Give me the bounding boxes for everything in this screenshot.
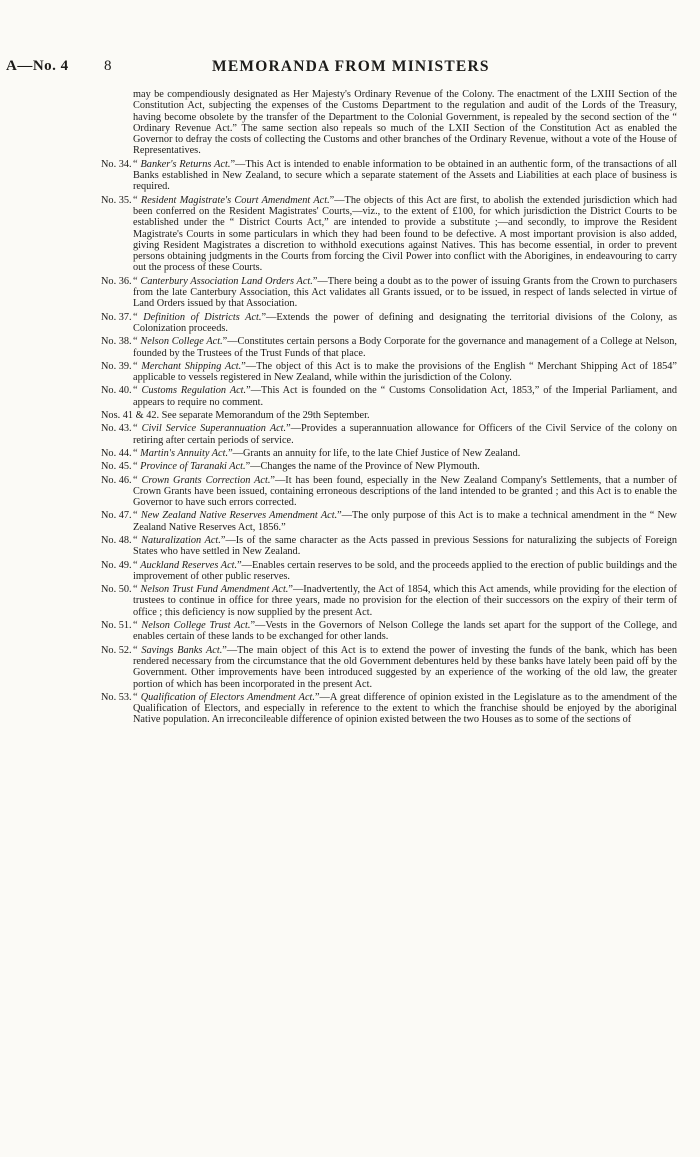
continuation-paragraph: may be compendiously designated as Her Majesty's Ordinary Revenue of the Colony. The enactment of the LXIII Section of the Constitution Act, subjecting the expenses of the Customs Department to the regulation and audit of the Lords of the Treasury, having become obsolete by the transfer of the Department to the Colonial Government, is repealed by the second section of the “ Ordinary Revenue Act.” The same section also repeals so much of the LXII Section of the Constitution Act as enabled the Governor to defray the costs of collecting the Customs and other branches of the Ordinary Revenue, without a vote of the House of Representatives. <box>133 89 677 157</box>
entry-number: No. 38. <box>101 336 132 348</box>
act-title: Nelson Trust Fund Amendment Act. <box>140 584 289 596</box>
act-description: This Act is intended to enable information to be obtained in an authentic form, of the transactions of all Banks established in New Zealand, to secure which a separate statement of the Assets and Liabilities at each place of business is required. <box>133 158 677 193</box>
memoranda-body <box>101 89 677 726</box>
act-description: Is of the same character as the Acts passed in previous Sessions for naturalizing the subjects of Foreign States who have settled in New Zealand. <box>133 534 677 558</box>
act-description: This Act is founded on the “ Customs Consolidation Act, 1853,” of the Imperial Parliament, and appears to require no comment. <box>133 385 678 408</box>
act-title: Crown Grants Correction Act. <box>141 474 271 486</box>
act-description: Constitutes certain persons a Body Corporate for the governance and management of a College at Nelson, founded by the Trustees of the Trust Funds of that place. <box>133 336 677 359</box>
entry-number: No. 51. <box>101 620 132 632</box>
act-entry: No. 43. “ Civil Service Superannuation Act.”—Provides a superannuation allowance for Officers of the Civil Service of the colony on retiring after certain periods of service. <box>101 423 677 446</box>
act-entry: No. 38. “ Nelson College Act.”—Constitutes certain persons a Body Corporate for the governance and management of a College at Nelson, founded by the Trustees of the Trust Funds of that place. <box>101 336 677 359</box>
act-entry: No. 51. “ Nelson College Trust Act.”—Vests in the Governors of Nelson College the lands set apart for the support of the College, and enables certain of these lands to be exchanged for other lands. <box>101 620 677 643</box>
act-entry: No. 44. “ Martin's Annuity Act.”—Grants an annuity for life, to the late Chief Justice of New Zealand. <box>101 447 521 459</box>
entry-number: No. 49. <box>101 559 132 571</box>
entry-number: No. 39. <box>101 360 132 372</box>
entry-number: No. 44. <box>101 447 132 459</box>
entry-number: No. 36. <box>101 275 132 287</box>
act-title: Nelson College Trust Act. <box>141 620 251 632</box>
act-entry: No. 34. “ Banker's Returns Act.”—This Act is intended to enable information to be obtained in an authentic form, of the transactions of all Banks established in New Zealand, to secure which a separate statement of the Assets and Liabilities at each place of business is required. <box>101 158 677 193</box>
act-title: Naturalization Act. <box>141 534 221 546</box>
act-entry: No. 45. “ Province of Taranaki Act.”—Changes the name of the Province of New Plymouth. <box>101 461 480 473</box>
act-description: There being a doubt as to the power of issuing Grants from the Crown to purchasers from the late Canterbury Association, this Act validates all Grants issued, or to be issued, in respect of lands selected in virtue of Land Orders issued by that Association. <box>133 275 677 310</box>
act-entry: No. 47. “ New Zealand Native Reserves Amendment Act.”—The only purpose of this Act is to make a technical amendment in the “ New Zealand Native Reserves Act, 1856.” <box>101 510 677 533</box>
page-number: 8 <box>104 58 112 74</box>
act-entry: No. 35. “ Resident Magistrate's Court Amendment Act.”—The objects of this Act are first, to abolish the extended jurisdiction which had been conferred on the Resident Magistrates' Courts,—viz., to the extent of £100, for which jurisdiction the District Courts to be established under the “ District Courts Act,” are intended to provide a substitute ;—and secondly, to improve the Resident Magistrate's Courts in some particulars in which they had been found to be defective. A most important provision is also added, giving Resident Magistrates a discretion to withhold executions against Natives. This has become essential, in order to prevent persons obtaining judgments in the Courts from forcing the Civil Power into conflict with the Aborigines, in endeavouring to carry out the process of these Courts. <box>101 194 677 274</box>
act-title: Banker's Returns Act. <box>140 158 231 170</box>
act-title: Nelson College Act. <box>140 336 223 348</box>
act-description: The objects of this Act are first, to abolish the extended jurisdiction which had been conferred on the Resident Magistrates' Courts,—viz., to the extent of £100, for which jurisdiction the District Courts to be established under the “ District Courts Act,” are intended to provide a substitute ;—and secondly, to improve the Resident Magistrate's Courts in some particulars in which they had been found to be defective. A most important provision is also added, giving Resident Magistrates a discretion to withhold executions against Natives. This has become essential, in order to prevent persons obtaining judgments in the Courts from forcing the Civil Power into conflict with the Aborigines, in endeavouring to carry out the process of these Courts. <box>133 194 677 274</box>
act-entry: No. 53. “ Qualification of Electors Amendment Act.”—A great difference of opinion existed in the Legislature as to the amendment of the Qualification of Electors, and especially in reference to the extent to which the franchise should be enjoyed by the aboriginal Native population. An irreconcileable difference of opinion existed between the two Houses as to some of the sections of <box>101 691 677 726</box>
act-entry: No. 46. “ Crown Grants Correction Act.”—It has been found, especially in the New Zealand Company's Settlements, that a number of Crown Grants have been issued, containing erroneous descriptions of the land intended to be granted ; and this Act is to enable the Governor to have such errors corrected. <box>101 474 677 509</box>
entry-number: No. 45. <box>101 461 132 473</box>
act-entry: No. 48. “ Naturalization Act.”—Is of the same character as the Acts passed in previous Sessions for naturalizing the subjects of Foreign States who have settled in New Zealand. <box>101 534 677 558</box>
act-title: Qualification of Electors Amendment Act. <box>140 691 315 703</box>
entry-number: No. 37. <box>101 311 132 323</box>
act-description: The main object of this Act is to extend the power of investing the funds of the bank, which has been rendered necessary from the circumstance that the old Government debentures held by these banks have lately been paid off by the Government. Other improvements have been introduced suggested by an experience of the working of the old law, the greater portion of which has been incorporated in the present Act. <box>133 644 677 690</box>
act-description: Grants an annuity for life, to the late Chief Justice of New Zealand. <box>242 447 521 459</box>
entry-number: Nos. 41 & 42. <box>101 410 160 422</box>
act-entry: No. 49. “ Auckland Reserves Act.”—Enables certain reserves to be sold, and the proceeds applied to the erection of public buildings and the improvement of other public reserves. <box>101 559 677 582</box>
act-description: It has been found, especially in the New Zealand Company's Settlements, that a number of Crown Grants have been issued, containing erroneous descriptions of the land intended to be granted ; and this Act is to enable the Governor to have such errors corrected. <box>133 474 677 509</box>
entry-number: No. 52. <box>101 644 132 656</box>
act-title: Merchant Shipping Act. <box>141 360 242 372</box>
act-title: New Zealand Native Reserves Amendment Act. <box>140 510 338 522</box>
act-entry: No. 50. “ Nelson Trust Fund Amendment Act.”—Inadvertently, the Act of 1854, which this Act amends, while providing for the election of trustees to continue in office for three years, made no provision for the election of their successors on the expiry of their term of office ; this deficiency is now supplied by the present Act. <box>101 584 677 618</box>
act-description: Provides a superannuation allowance for Officers of the Civil Service of the colony on retiring after certain periods of service. <box>133 423 677 446</box>
act-title: Auckland Reserves Act. <box>140 559 238 571</box>
act-description: Extends the power of defining and designating the territorial divisions of the Colony, as Colonization proceeds. <box>133 311 677 334</box>
page-title: MEMORANDA FROM MINISTERS <box>212 58 490 75</box>
act-title: Province of Taranaki Act. <box>140 461 246 473</box>
entry-number: No. 34. <box>101 158 132 170</box>
act-description: A great difference of opinion existed in the Legislature as to the amendment of the Qualification of Electors, and especially in reference to the extent to which the franchise should be enjoyed by the aboriginal Native population. An irreconcileable difference of opinion existed between the two Houses as to some of the sections of <box>133 691 677 726</box>
entry-number: No. 48. <box>101 534 132 546</box>
act-title: Definition of Districts Act. <box>143 311 262 323</box>
entry-number: No. 40. <box>101 385 132 397</box>
act-entry: No. 40. “ Customs Regulation Act.”—This Act is founded on the “ Customs Consolidation Act, 1853,” of the Imperial Parliament, and appears to require no comment. <box>101 385 678 408</box>
act-title: Savings Banks Act. <box>141 644 223 656</box>
act-title: Canterbury Association Land Orders Act. <box>140 275 313 287</box>
act-description: Changes the name of the Province of New Plymouth. <box>260 461 480 473</box>
act-description: Vests in the Governors of Nelson College the lands set apart for the support of the College, and enables certain of these lands to be exchanged for other lands. <box>133 620 677 643</box>
entry-number: No. 47. <box>101 510 132 522</box>
act-entry: No. 37. “ Definition of Districts Act.”—Extends the power of defining and designating the territorial divisions of the Colony, as Colonization proceeds. <box>101 311 677 334</box>
page-header <box>0 58 700 80</box>
entry-number: No. 53. <box>101 691 132 703</box>
act-entry <box>101 410 677 421</box>
entry-number: No. 35. <box>101 194 132 206</box>
entry-number: No. 43. <box>101 423 132 435</box>
series-label: A—No. 4 <box>6 58 69 74</box>
entry-number: No. 46. <box>101 474 132 486</box>
act-description: The only purpose of this Act is to make a technical amendment in the “ New Zealand Native Reserves Act, 1856.” <box>133 510 677 533</box>
act-entry: No. 36. “ Canterbury Association Land Orders Act.”—There being a doubt as to the power of issuing Grants from the Crown to purchasers from the late Canterbury Association, this Act validates all Grants issued, or to be issued, in respect of lands selected in virtue of Land Orders issued by that Association. <box>101 275 677 310</box>
act-entry: No. 39. “ Merchant Shipping Act.”—The object of this Act is to make the provisions of the English “ Merchant Shipping Act of 1854” applicable to vessels registered in New Zealand, while within the jurisdiction of the Colony. <box>101 360 677 384</box>
act-description: The object of this Act is to make the provisions of the English “ Merchant Shipping Act of 1854” applicable to vessels registered in New Zealand, while within the jurisdiction of the Colony. <box>133 360 677 384</box>
act-title: Martin's Annuity Act. <box>140 447 229 459</box>
entry-number: No. 50. <box>101 584 132 596</box>
act-description: Inadvertently, the Act of 1854, which this Act amends, while providing for the election of trustees to continue in office for three years, made no provision for the election of their successors on the expiry of their term of office ; this deficiency is now supplied by the present Act. <box>133 584 677 618</box>
act-title: Civil Service Superannuation Act. <box>141 423 287 435</box>
act-description: Enables certain reserves to be sold, and the proceeds applied to the erection of public buildings and the improvement of other public reserves. <box>133 559 677 582</box>
act-title: Resident Magistrate's Court Amendment Act. <box>140 194 330 206</box>
act-description: See separate Memorandum of the 29th September. <box>161 410 370 422</box>
act-title: Customs Regulation Act. <box>141 385 247 397</box>
act-entry: No. 52. “ Savings Banks Act.”—The main object of this Act is to extend the power of investing the funds of the bank, which has been rendered necessary from the circumstance that the old Government debentures held by these banks have lately been paid off by the Government. Other improvements have been introduced suggested by an experience of the working of the old law, the greater portion of which has been incorporated in the present Act. <box>101 644 677 690</box>
